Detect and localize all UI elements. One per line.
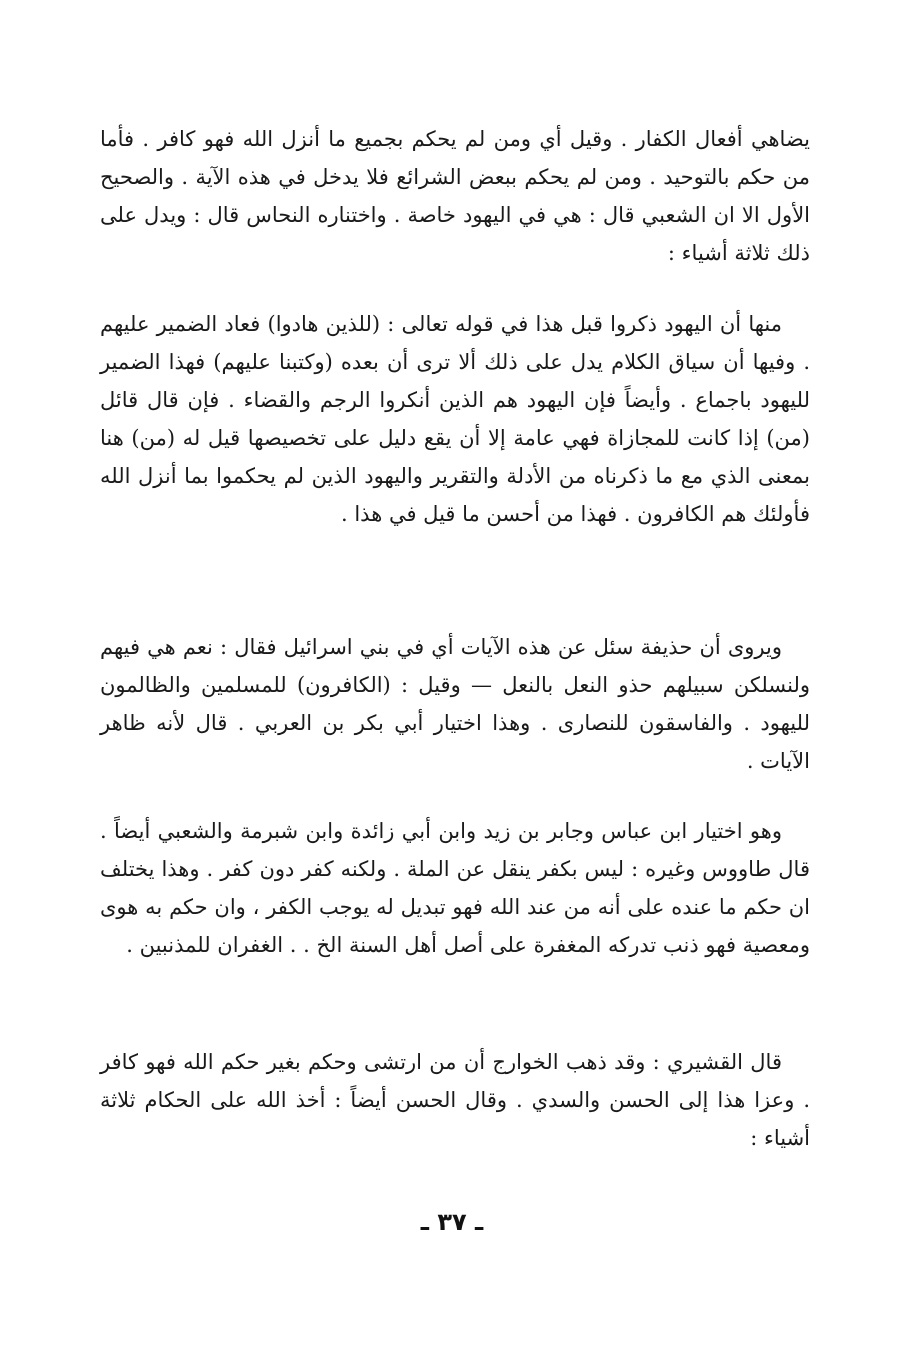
- paragraph-4: وهو اختيار ابن عباس وجابر بن زيد وابن أبي زائدة وابن شبرمة والشعبي أيضاً . قال طاووس وغيره : ليس بكفر ينقل عن الملة . ولكنه كفر دون كفر . وهذا يختلف ان حكم ما عنده على أنه من عند الله فهو تبديل له يوجب الكفر ، وان حكم به هوى ومعصية فهو ذنب تدركه المغفرة على أصل أهل السنة الخ . . الغفران للمذنبين .: [100, 819, 810, 957]
- page-number: ـ ٣٧ ـ: [420, 1208, 484, 1236]
- paragraph-1: يضاهي أفعال الكفار . وقيل أي ومن لم يحكم بجميع ما أنزل الله فهو كافر . فأما من حكم بالتوحيد . ومن لم يحكم ببعض الشرائع فلا يدخل في هذه الآية . والصحيح الأول الا ان الشعبي قال : هي في اليهود خاصة . واختناره النحاس قال : ويدل على ذلك ثلاثة أشياء :: [100, 127, 810, 265]
- paragraph-3: ويروى أن حذيفة سئل عن هذه الآيات أي في بني اسرائيل فقال : نعم هي فيهم ولنسلكن سبيلهم حذو النعل بالنعل — وقيل : (الكافرون) للمسلمين والظالمون لليهود . والفاسقون للنصارى . وهذا اختيار أبي بكر بن العربي . قال لأنه ظاهر الآيات .: [100, 635, 810, 773]
- paragraph-5: قال القشيري : وقد ذهب الخوارج أن من ارتشى وحكم بغير حكم الله فهو كافر . وعزا هذا إلى الحسن والسدي . وقال الحسن أيضاً : أخذ الله على الحكام ثلاثة أشياء :: [100, 1050, 810, 1150]
- paragraph-2: منها أن اليهود ذكروا قبل هذا في قوله تعالى : (للذين هادوا) فعاد الضمير عليهم . وفيها أن سياق الكلام يدل على ذلك ألا ترى أن بعده (وكتبنا عليهم) فهذا الضمير لليهود باجماع . وأيضاً فإن اليهود هم الذين أنكروا الرجم والقضاء . فإن قال قائل (من) إذا كانت للمجازاة فهي عامة إلا أن يقع دليل على تخصيصها قيل له (من) هنا بمعنى الذي مع ما ذكرناه من الأدلة والتقرير واليهود الذين لم يحكموا بما أنزل الله فأولئك هم الكافرون . فهذا من أحسن ما قيل في هذا .: [100, 312, 810, 526]
